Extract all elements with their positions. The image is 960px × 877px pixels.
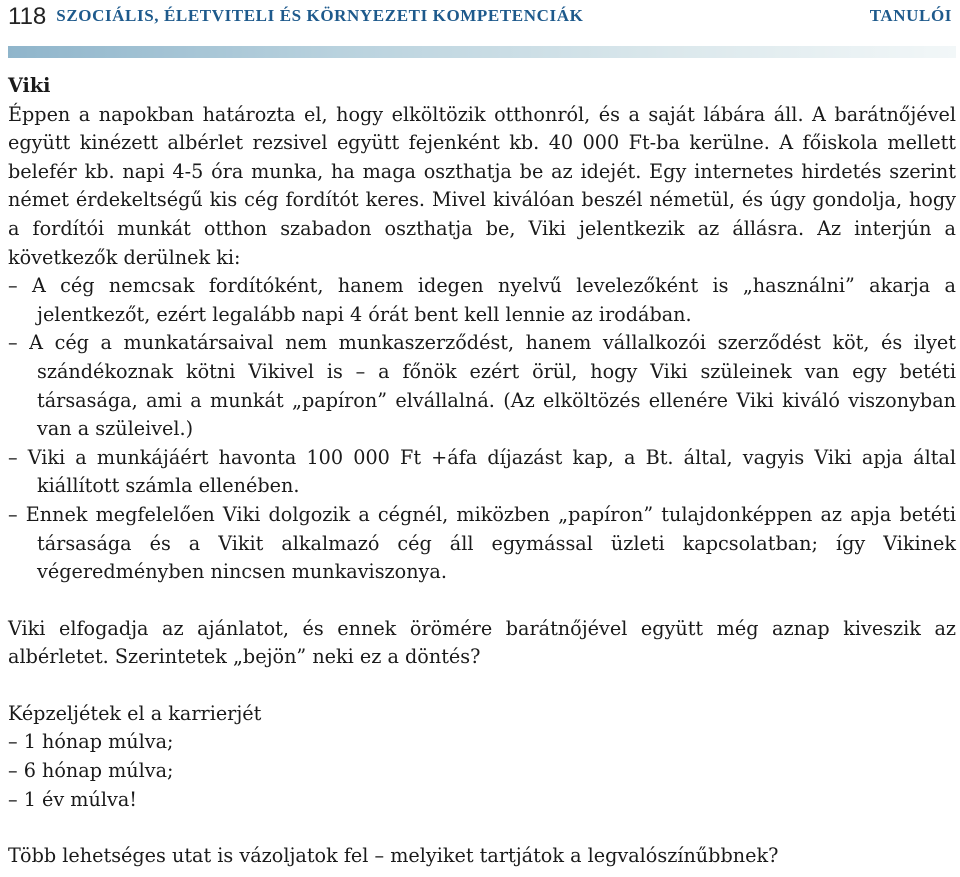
page-number: 118 bbox=[8, 3, 47, 30]
interview-point: – A cég nemcsak fordítóként, hanem idegen nyelvű levelezőként is „használni” akarja a jelentkezőt, ezért legalább napi 4 órát bent kell lennie az irodában. bbox=[8, 274, 956, 326]
final-question: Több lehetséges utat is vázoljatok fel – melyiket tartjátok a legvalószínűbbnek? bbox=[8, 844, 779, 868]
page-header bbox=[8, 0, 952, 34]
audience-label: TANULÓI bbox=[869, 6, 952, 25]
interview-point: – A cég a munkatársaival nem munkaszerződést, hanem vállalkozói szerződést köt, és ilyet szándékoznak kötni Vikivel is – a főnök ezért örül, hogy Viki szüleinek van egy betéti társasága, ami a munkát „papíron” elvállalná. (Az elköltözés ellenére Viki kiváló viszonyban van a szüleivel.) bbox=[8, 331, 956, 441]
story-body bbox=[8, 72, 956, 871]
interview-point: – Ennek megfelelően Viki dolgozik a cégnél, miközben „papíron” tulajdonképpen az apja betéti társasága és a Vikit alkalmazó cég áll egymással üzleti kapcsolatban; így Vikinek végeredményben nincsen munkaviszonya. bbox=[8, 502, 956, 584]
list-item: – 1 hónap múlva; bbox=[8, 730, 174, 754]
decision-paragraph: Viki elfogadja az ajánlatot, és ennek örömére barátnőjével együtt még aznap kiveszik az albérletet. Szerintetek „bejön” neki ez a döntés? bbox=[8, 616, 956, 669]
spacer bbox=[8, 587, 956, 615]
spacer bbox=[8, 814, 956, 842]
story-intro: Éppen a napokban határozta el, hogy elköltözik otthonról, és a saját lábára áll. A barátnőjével együtt kinézett albérlet rezsivel együtt fejenként kb. 40 000 Ft-ba kerülne. A főiskola mellett belefér kb. napi 4-5 óra munka, ha maga oszthatja be az idejét. Egy internetes hirdetés szerint német érdekeltségű kis cég fordítót keres. Mivel kiválóan beszél németül, és úgy gondolja, hogy a fordítói munkát otthon szabadon oszthatja be, Viki jelentkezik az állásra. Az interjún a következők derülnek ki: bbox=[8, 102, 956, 269]
list-item: – 6 hónap múlva; bbox=[8, 759, 174, 783]
list-item: – 1 év múlva! bbox=[8, 787, 137, 811]
chapter-title: SZOCIÁLIS, ÉLETVITELI ÉS KÖRNYEZETI KOMPETENCIÁK bbox=[56, 6, 584, 25]
spacer bbox=[8, 672, 956, 700]
interview-point: – Viki a munkájáért havonta 100 000 Ft +áfa díjazást kap, a Bt. által, vagyis Viki apja által kiállított számla ellenében. bbox=[8, 445, 956, 498]
imagine-list bbox=[8, 728, 956, 814]
header-rule bbox=[8, 46, 956, 58]
story-title: Viki bbox=[8, 74, 51, 97]
imagine-title: Képzeljétek el a karrierjét bbox=[8, 701, 262, 725]
